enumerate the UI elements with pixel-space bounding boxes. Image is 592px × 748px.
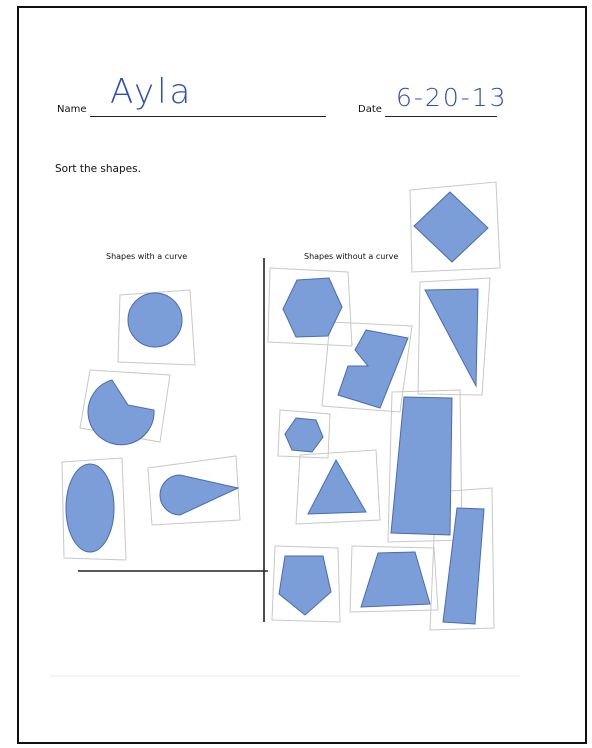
teardrop-shape xyxy=(160,475,238,515)
curve-column-heading: Shapes with a curve xyxy=(106,252,188,261)
pentagon-shape xyxy=(279,556,331,615)
triangle-shape xyxy=(308,460,366,514)
date-value: 6-20-13 xyxy=(396,83,508,112)
square-shape xyxy=(414,192,488,262)
name-value: Ayla xyxy=(110,72,194,112)
tall-rectangle-shape xyxy=(391,397,452,535)
notched-polygon-shape xyxy=(338,330,408,408)
pie-shape xyxy=(88,380,154,445)
small-hexagon-shape xyxy=(285,418,323,452)
instruction-text: Sort the shapes. xyxy=(55,163,141,175)
date-label: Date xyxy=(358,104,382,115)
hexagon-shape xyxy=(283,278,342,337)
no-curve-column-heading: Shapes without a curve xyxy=(304,252,399,261)
name-label: Name xyxy=(57,104,87,115)
right-triangle-shape xyxy=(425,289,478,386)
circle-shape xyxy=(128,293,182,347)
oval-shape xyxy=(66,464,114,552)
trapezoid-shape xyxy=(361,552,430,607)
